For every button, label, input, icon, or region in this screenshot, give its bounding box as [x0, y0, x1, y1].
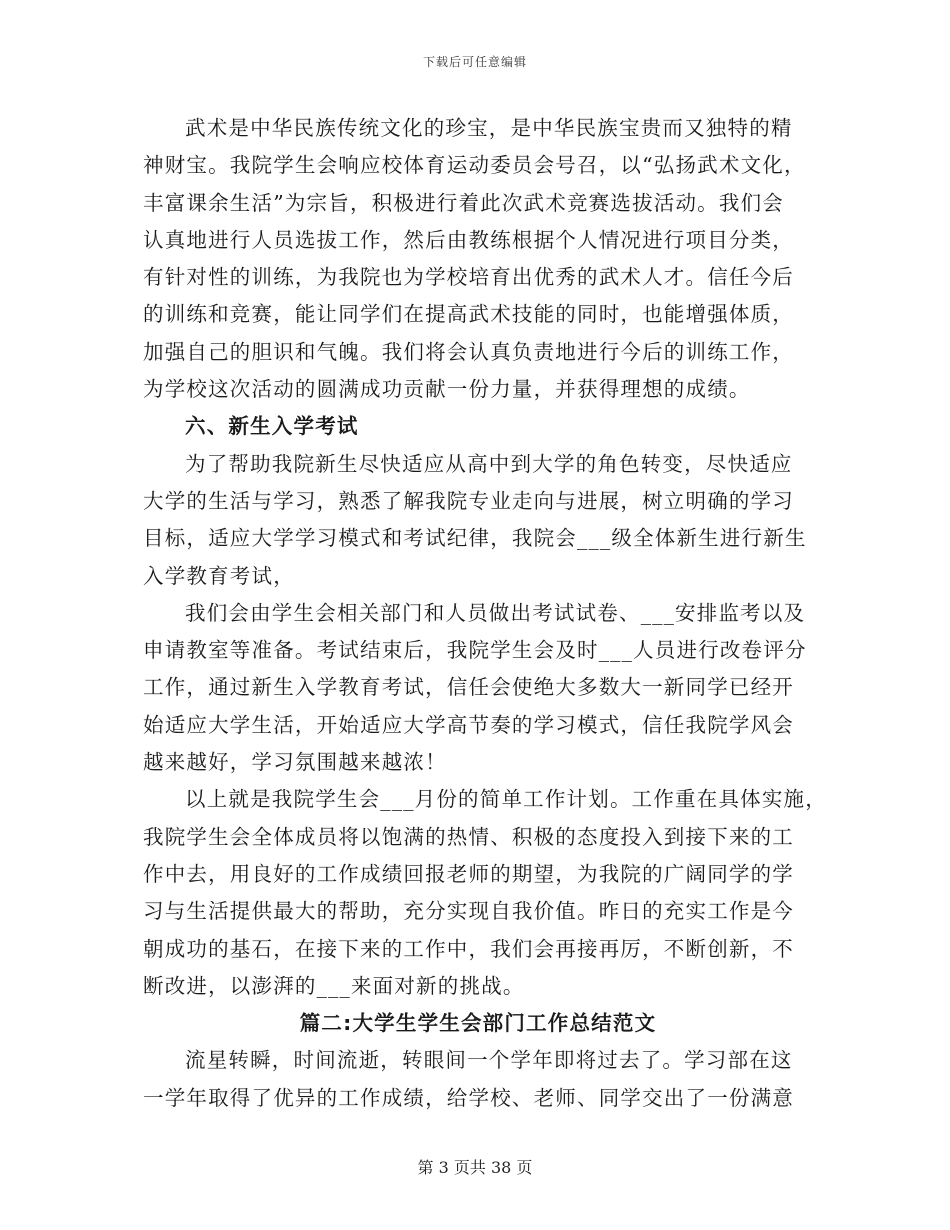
text-line: 作中去，用良好的工作成绩回报老师的期望，为我院的广阔同学的学 — [143, 861, 794, 886]
text-line: 工作，通过新生入学教育考试，信任会使绝大多数大一新同学已经开 — [143, 675, 794, 700]
text-line: 认真地进行人员选拔工作，然后由教练根据个人情况进行项目分类， — [143, 227, 794, 252]
text-line: 断改进，以澎湃的___来面对新的挑战。 — [143, 973, 525, 998]
page-header: 下载后可任意编辑 — [422, 55, 527, 69]
text-line: 始适应大学生活，开始适应大学高节奏的学习模式，信任我院学风会 — [143, 712, 794, 737]
text-line: 为学校这次活动的圆满成功贡献一份力量，并获得理想的成绩。 — [143, 377, 751, 402]
text-line: 神财宝。我院学生会响应校体育运动委员会号召，以“弘扬武术文化， — [143, 153, 806, 178]
text-line: 我们会由学生会相关部门和人员做出考试试卷、___安排监考以及 — [185, 600, 806, 625]
text-line: 大学的生活与学习，熟悉了解我院专业走向与进展，树立明确的学习 — [143, 488, 794, 513]
text-line: 目标，适应大学学习模式和考试纪律，我院会___级全体新生进行新生 — [143, 526, 807, 551]
page-footer: 第 3 页共 38 页 — [417, 1158, 533, 1177]
document-body — [143, 110, 827, 1117]
text-line: 的训练和竞赛，能让同学们在提高武术技能的同时，也能增强体质， — [143, 302, 794, 327]
text-line: 习与生活提供最大的帮助，充分实现自我价值。昨日的充实工作是今 — [143, 899, 794, 924]
text-line: 申请教室等准备。考试结束后，我院学生会及时___人员进行改卷评分 — [143, 638, 807, 663]
text-line: 我院学生会全体成员将以饱满的热情、积极的态度投入到接下来的工 — [143, 824, 794, 849]
text-line: 以上就是我院学生会___月份的简单工作计划。工作重在具体实施， — [185, 787, 827, 812]
text-line: 朝成功的基石，在接下来的工作中，我们会再接再厉，不断创新，不 — [143, 936, 794, 961]
text-line: 一学年取得了优异的工作成绩，给学校、老师、同学交出了一份满意 — [143, 1085, 794, 1110]
section-heading: 六、新生入学考试 — [185, 414, 359, 439]
text-line: 流星转瞬，时间流逝，转眼间一个学年即将过去了。学习部在这 — [185, 1048, 793, 1073]
text-line: 加强自己的胆识和气魄。我们将会认真负责地进行今后的训练工作， — [143, 339, 794, 364]
text-line: 有针对性的训练，为我院也为学校培育出优秀的武术人才。信任今后 — [143, 265, 794, 290]
text-line: 越来越好，学习氛围越来越浓！ — [143, 750, 447, 775]
text-line: 为了帮助我院新生尽快适应从高中到大学的角色转变，尽快适应 — [185, 451, 793, 476]
text-line: 丰富课余生活”为宗旨，积极进行着此次武术竞赛选拔活动。我们会 — [143, 190, 784, 215]
text-line: 武术是中华民族传统文化的珍宝，是中华民族宝贵而又独特的精 — [185, 116, 793, 140]
section-heading: 篇二:大学生学生会部门工作总结范文 — [299, 1011, 657, 1036]
text-line: 入学教育考试， — [143, 563, 295, 588]
